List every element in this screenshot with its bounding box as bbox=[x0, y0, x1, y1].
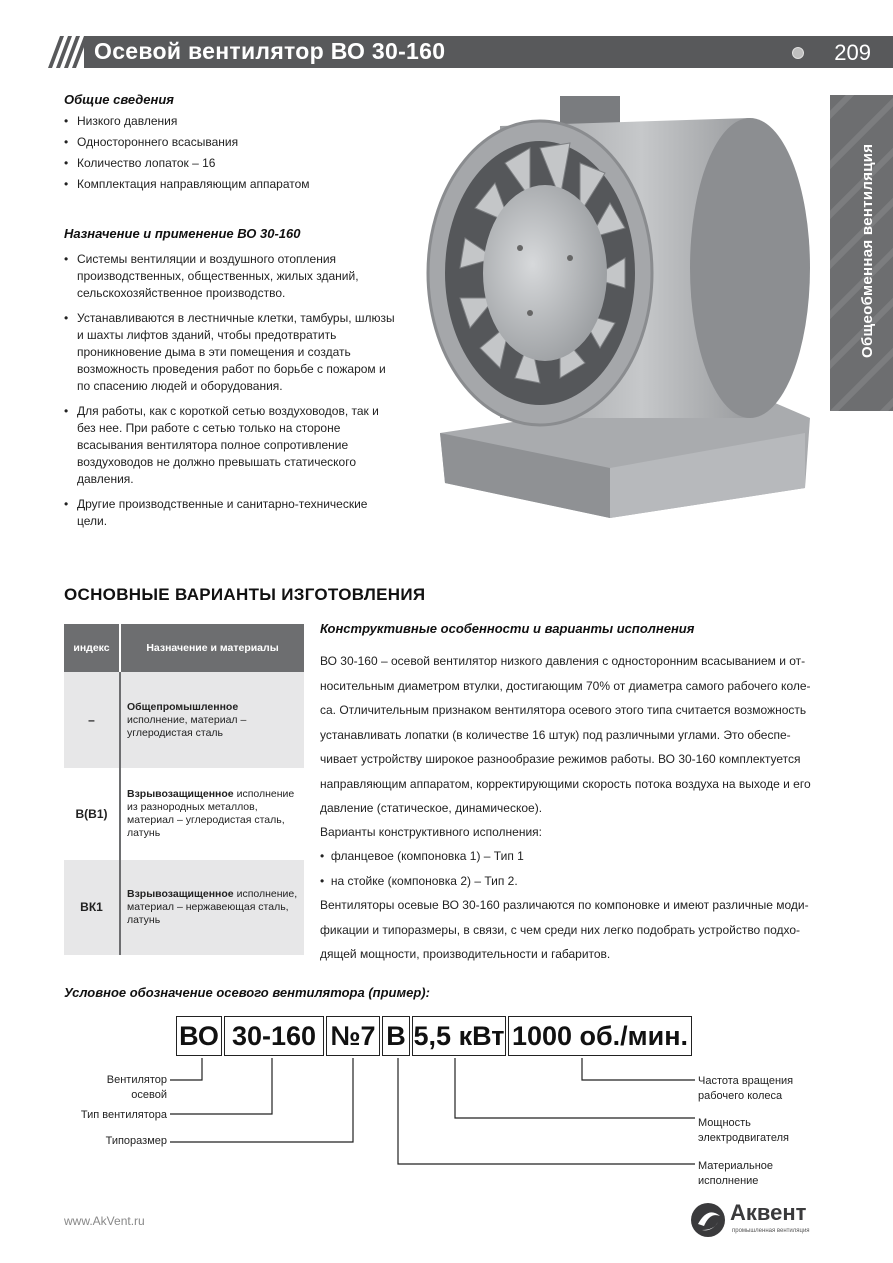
row-description: Взрывозащищенное исполнение, материал – нержавеющая сталь, латунь bbox=[127, 888, 298, 926]
list-item: • Устанавливаются в лестничные клетки, тамбуры, шлюзы и шахты лифтов зданий, чтобы предотвратить проникновение дыма в эти помещения и создать возможность проведения работ по борьбе с пожаром и по спасению людей и оборудования. bbox=[64, 310, 399, 395]
general-heading: Общие сведения bbox=[64, 92, 174, 107]
fan-product-image bbox=[420, 88, 825, 528]
design-text: ВО 30-160 – осевой вентилятор низкого давления с односторонним всасыванием и от- носительным диаметром втулки, достигающим 70% от диаметра самого рабочего коле- са. Отличительным признаком вентилятора осевого этого типа считается возможность устанавливать лопатки (в количестве 16 штук) под различными углами. Это обеспе- чивает устройству широкое разнообразие режимов работы. ВО 30-160 комплектуется направляющим аппаратом, корректирующими скорость потока воздуха на выходе и его давление (статическое, динамическое). Варианты конструктивного исполнения: • фланцевое (компоновка 1) – Тип 1 • на стойке (компоновка 2) – Тип 2. Вентиляторы осевые ВО 30-160 различаются по компоновке и имеют различные моди- фикации и типоразмеры, в связи, с чем среди них легко подобрать устройство подхо- дящей мощности, производительности и габаритов. bbox=[320, 649, 820, 967]
designation-box: 30-160 bbox=[224, 1016, 324, 1056]
list-item: • Комплектация направляющим аппаратом bbox=[64, 176, 404, 193]
column-header: индекс bbox=[64, 624, 120, 672]
designation-box: ВО bbox=[176, 1016, 222, 1056]
row-index: – bbox=[64, 672, 120, 768]
designation-heading: Условное обозначение осевого вентилятора (пример): bbox=[64, 985, 430, 1000]
designation-box: №7 bbox=[326, 1016, 380, 1056]
purpose-list bbox=[64, 251, 399, 530]
designation-boxes bbox=[176, 1016, 696, 1056]
row-description: Общепромышленное исполнение, материал – углеродистая сталь bbox=[127, 700, 247, 739]
header-stripes bbox=[46, 36, 86, 68]
table-header-row bbox=[64, 624, 304, 672]
row-index: В(В1) bbox=[64, 768, 120, 860]
list-item: • Другие производственные и санитарно-технические цели. bbox=[64, 496, 399, 530]
list-item: • Количество лопаток – 16 bbox=[64, 155, 404, 172]
design-heading: Конструктивные особенности и варианты исполнения bbox=[320, 621, 695, 636]
footer-url: www.AkVent.ru bbox=[64, 1214, 145, 1228]
page-header bbox=[0, 36, 893, 68]
label-size: Типоразмер bbox=[105, 1135, 167, 1147]
table-row bbox=[64, 860, 304, 955]
variants-heading: ОСНОВНЫЕ ВАРИАНТЫ ИЗГОТОВЛЕНИЯ bbox=[64, 585, 426, 604]
row-index: ВК1 bbox=[64, 860, 120, 955]
designation-box: 5,5 кВт bbox=[412, 1016, 506, 1056]
column-header: Назначение и материалы bbox=[120, 624, 304, 672]
label-fan-axial: Вентилятор осевой bbox=[106, 1074, 167, 1101]
label-material: Материальное исполнение bbox=[698, 1160, 774, 1187]
brand-logo-icon bbox=[690, 1202, 726, 1238]
general-list bbox=[64, 113, 404, 193]
label-motor-power: Мощность электродвигателя bbox=[698, 1117, 789, 1144]
brand-tagline: промышленная вентиляция bbox=[732, 1228, 810, 1234]
section-side-tab bbox=[830, 95, 893, 411]
page-title: Осевой вентилятор ВО 30-160 bbox=[94, 38, 446, 64]
brand-logo bbox=[690, 1200, 830, 1240]
list-item: • на стойке (компоновка 2) – Тип 2. bbox=[320, 873, 518, 888]
table-row bbox=[64, 672, 304, 768]
list-item: • фланцевое (компоновка 1) – Тип 1 bbox=[320, 849, 524, 863]
table-row bbox=[64, 768, 304, 860]
label-fan-type: Тип вентилятора bbox=[80, 1109, 167, 1121]
brand-name: Аквент bbox=[730, 1200, 807, 1225]
designation-leader-lines bbox=[160, 1058, 700, 1168]
variants-table bbox=[64, 624, 304, 955]
list-item: • Одностороннего всасывания bbox=[64, 134, 404, 151]
list-item: • Для работы, как с короткой сетью воздуховодов, так и без нее. При работе с сетью только на стороне всасывания вентилятора полное сопротивление воздуховодов не должно превышать статического давления. bbox=[64, 403, 399, 488]
bullet-icon bbox=[792, 47, 804, 59]
purpose-heading: Назначение и применение ВО 30-160 bbox=[64, 226, 301, 241]
designation-box: 1000 об./мин. bbox=[508, 1016, 692, 1056]
list-item: • Низкого давления bbox=[64, 113, 404, 130]
list-item: • Системы вентиляции и воздушного отопления производственных, общественных, жилых зданий, сельскохозяйственное производство. bbox=[64, 251, 399, 302]
label-rotation-speed: Частота вращения рабочего колеса bbox=[698, 1075, 794, 1102]
page-number: 209 bbox=[834, 40, 871, 65]
side-tab-label: Общеобменная вентиляция bbox=[859, 143, 876, 359]
row-description: Взрывозащищенное исполнение из разнородных металлов, материал – углеродистая сталь, латунь bbox=[127, 788, 295, 839]
designation-box: В bbox=[382, 1016, 410, 1056]
